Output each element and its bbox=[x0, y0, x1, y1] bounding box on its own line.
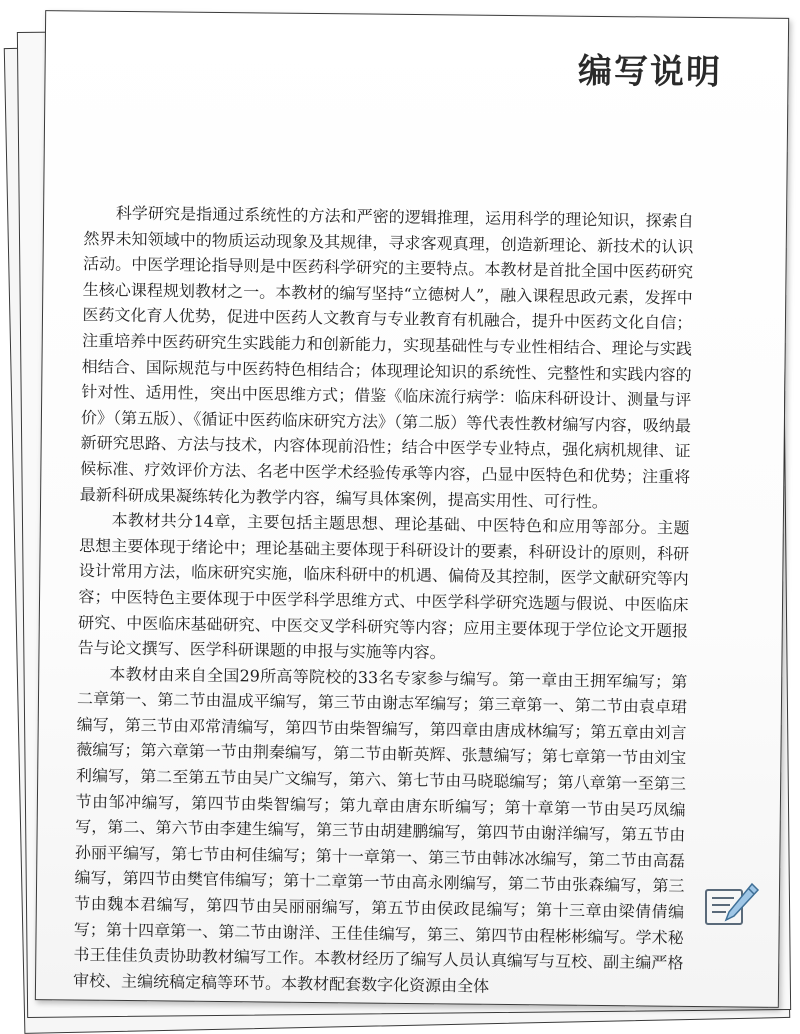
paragraph-1: 科学研究是指通过系统性的方法和严密的逻辑推理，运用科学的理论知识，探索自然界未知领域中的物质运动现象及其规律，寻求客观真理，创造新理论、新技术的认识活动。中医学理论指导则是中医药科学研究的主要特点。本教材是首批全国中医药研究生核心课程规划教材之一。本教材的编写坚持“立德树人”，融入课程思政元素，发挥中医药文化育人优势，促进中医药人文教育与专业教育有机融合，提升中医药文化自信；注重培养中医药研究生实践能力和创新能力，实现基础性与专业性相结合、理论与实践相结合、国际规范与中医药特色相结合；体现理论知识的系统性、完整性和实践内容的针对性、适用性，突出中医思维方式；借鉴《临床流行病学：临床科研设计、测量与评价》（第五版）、《循证中医药临床研究方法》（第二版）等代表性教材编写内容，吸纳最新研究思路、方法与技术，内容体现前沿性；结合中医学专业特点，强化病机规律、证候标准、疗效评价方法、名老中医学术经验传承等内容，凸显中医特色和优势；注重将最新科研成果凝练转化为教学内容，编写具体案例，提高实用性、可行性。 bbox=[79, 203, 694, 511]
paragraph-2: 本教材共分14章，主要包括主题思想、理论基础、中医特色和应用等部分。主题思想主要体现于绪论中；理论基础主要体现于科研设计的要素，科研设计的原则，科研设计常用方法，临床研究实施，临床科研中的机遇、偏倚及其控制，医学文献研究等内容；中医特色主要体现于中医学科学思维方式、中医学科学研究选题与假说、中医临床研究、中医临床基础研究、中医交叉学科研究等内容；应用主要体现于学位论文开题报告与论文撰写、医学科研课题的申报与实施等内容。 bbox=[77, 510, 690, 663]
paragraph-3: 本教材由来自全国29所高等院校的33名专家参与编写。第一章由王拥军编写；第二章第一、第二节由温成平编写，第三节由谢志军编写；第三章第一、第二节由袁卓珺编写，第三节由邓常清编写，第四节由柴智编写，第四章由唐成林编写；第五章由刘言薇编写；第六章第一节由荆秦编写，第二节由靳英辉、张慧编写；第七章第一节由刘宝利编写，第二至第五节由吴广文编写，第六、第七节由马晓聪编写；第八章第一至第三节由邹冲编写，第四节由柴智编写；第九章由唐东昕编写；第十章第一节由吴巧凤编写，第二、第六节由李建生编写，第三节由胡建鹏编写，第四节由谢洋编写，第五节由孙丽平编写，第七节由柯佳编写；第十一章第一、第三节由韩冰冰编写，第二节由高磊编写，第四节由樊官伟编写；第十二章第一节由高永刚编写，第二节由张森编写，第三节由魏本君编写，第四节由吴丽丽编写，第五节由侯政昆编写；第十三章由梁倩倩编写；第十四章第一、第二节由谢洋、王佳佳编写，第三、第四节由程彬彬编写。学术秘书王佳佳负责协助教材编写工作。本教材经历了编写人员认真编写与互校、副主编严格审校、主编统稿定稿等环节。本教材配套数字化资源由全体 bbox=[72, 664, 688, 996]
pen-and-paper-icon bbox=[704, 878, 762, 930]
page-heading: 编写说明 bbox=[577, 51, 723, 93]
body-text bbox=[73, 200, 694, 1002]
